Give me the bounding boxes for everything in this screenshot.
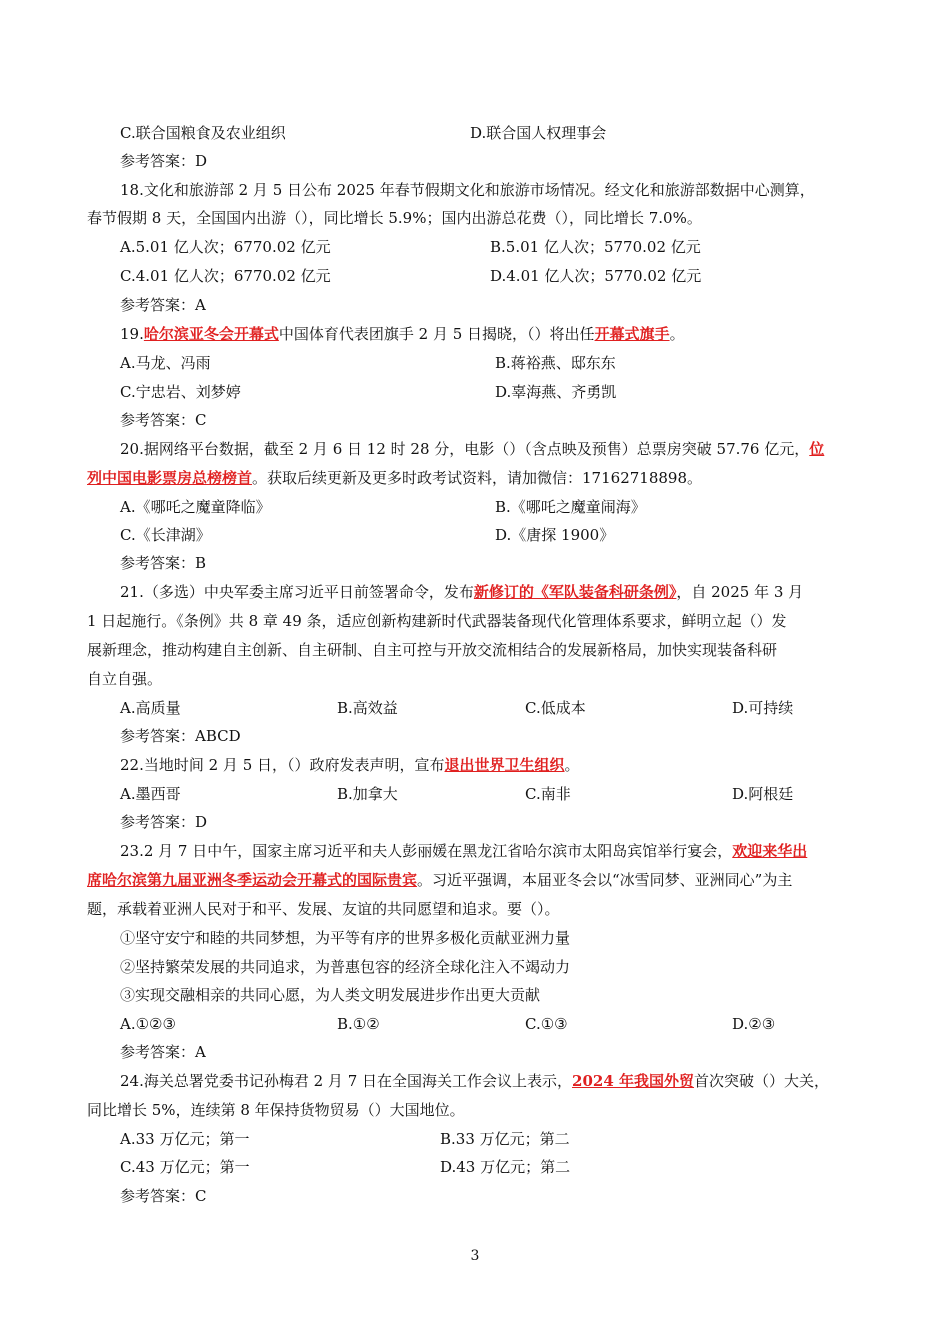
stem-text: 21.（多选）中央军委主席习近平日前签署命令，发布 [120, 583, 474, 601]
answer: 参考答案：B [120, 554, 207, 572]
answer: 参考答案：A [120, 1043, 206, 1061]
question-stem: 18.文化和旅游部 2 月 5 日公布 2025 年春节假期文化和旅游市场情况。经文化和旅游部数据中心测算， [120, 181, 815, 199]
highlight-text: 位 [809, 440, 825, 458]
question-number: 19. [120, 325, 144, 343]
option-d: D.联合国人权理事会 [470, 124, 607, 142]
highlight-text: 席哈尔滨第九届亚洲冬季运动会开幕式的国际贵宾 [87, 871, 418, 889]
option-b: B.蒋裕燕、邸东东 [495, 354, 616, 372]
answer: 参考答案：D [120, 152, 208, 170]
option-c: C.《长津湖》 [120, 526, 211, 544]
option-a: A.33 万亿元；第一 [120, 1130, 250, 1148]
stem-text: 中国体育代表团旗手 2 月 5 日揭晓，（）将出任 [278, 325, 595, 343]
answer: 参考答案：D [120, 813, 208, 831]
option-c: C.①③ [525, 1015, 568, 1033]
statement-item: ②坚持繁荣发展的共同追求，为普惠包容的经济全球化注入不竭动力 [120, 958, 571, 976]
question-stem [120, 324, 685, 344]
stem-text: 20.据网络平台数据，截至 2 月 6 日 12 时 28 分，电影（）（含点映及预售）总票房突破 57.76 亿元， [120, 440, 810, 458]
stem-text: 首次突破（）大关， [694, 1072, 830, 1090]
option-c: C.宁忠岩、刘梦婷 [120, 383, 241, 401]
option-b: B.《哪吒之魔童闹海》 [495, 498, 646, 516]
option-d: D.4.01 亿人次；5770.02 亿元 [490, 267, 702, 285]
highlight-text: 新修订的《军队装备科研条例》 [473, 583, 677, 601]
option-b: B.加拿大 [337, 785, 398, 803]
statement-item: ③实现交融相亲的共同心愿，为人类文明发展进步作出更大贡献 [120, 986, 541, 1004]
highlight-text: 2024 年我国外贸 [572, 1072, 695, 1090]
question-stem: 自立自强。 [87, 670, 163, 688]
option-a: A.①②③ [120, 1015, 176, 1033]
option-c: C.4.01 亿人次；6770.02 亿元 [120, 267, 331, 285]
option-b: B.5.01 亿人次；5770.02 亿元 [490, 238, 701, 256]
question-stem [120, 582, 803, 602]
question-stem: 春节假期 8 天，全国国内出游（），同比增长 5.9%；国内出游总花费（），同比增长 7.0%。 [87, 209, 702, 227]
stem-text: 。习近平强调，本届亚冬会以“冰雪同梦、亚洲同心”为主 [417, 871, 793, 889]
page-number: 3 [470, 1248, 480, 1264]
question-stem: 同比增长 5%，连续第 8 年保持货物贸易（）大国地位。 [87, 1101, 465, 1119]
answer: 参考答案：ABCD [120, 727, 241, 745]
stem-text: 23.2 月 7 日中午，国家主席习近平和夫人彭丽媛在黑龙江省哈尔滨市太阳岛宾馆举行宴会， [120, 842, 733, 860]
highlight-text: 哈尔滨亚冬会开幕式 [143, 325, 279, 343]
option-d: D.《唐探 1900》 [495, 526, 615, 544]
stem-text: 。 [564, 756, 580, 774]
option-a: A.马龙、冯雨 [120, 354, 211, 372]
answer: 参考答案：A [120, 296, 206, 314]
stem-text: 。获取后续更新及更多时政考试资料，请加微信：17162718898。 [252, 469, 702, 487]
highlight-text: 开幕式旗手 [594, 325, 670, 343]
option-b: B.高效益 [337, 699, 398, 717]
statement-item: ①坚守安宁和睦的共同梦想，为平等有序的世界多极化贡献亚洲力量 [120, 929, 571, 947]
highlight-text: 列中国电影票房总榜榜首 [87, 469, 253, 487]
option-a: A.《哪吒之魔童降临》 [120, 498, 271, 516]
option-d: D.辜海燕、齐勇凯 [495, 383, 617, 401]
option-c: C.联合国粮食及农业组织 [120, 124, 286, 142]
option-c: C.43 万亿元；第一 [120, 1158, 250, 1176]
option-a: A.高质量 [120, 699, 181, 717]
option-b: B.①② [337, 1015, 380, 1033]
question-stem [87, 468, 702, 488]
question-stem: 1 日起施行。《条例》共 8 章 49 条，适应创新构建新时代武器装备现代化管理体系要求，鲜明立起（）发 [87, 612, 787, 630]
option-d: D.可持续 [732, 699, 794, 717]
option-b: B.33 万亿元；第二 [440, 1130, 570, 1148]
question-stem [120, 841, 807, 861]
question-stem: 题，承载着亚洲人民对于和平、发展、友谊的共同愿望和追求。要（）。 [87, 900, 560, 918]
question-stem [120, 755, 580, 775]
stem-text: 24.海关总署党委书记孙梅君 2 月 7 日在全国海关工作会议上表示， [120, 1072, 573, 1090]
option-d: D.②③ [732, 1015, 776, 1033]
option-d: D.43 万亿元；第二 [440, 1158, 571, 1176]
question-stem: 展新理念，推动构建自主创新、自主研制、自主可控与开放交流相结合的发展新格局，加快实现装备科研 [87, 641, 778, 659]
highlight-text: 退出世界卫生组织 [444, 756, 565, 774]
question-stem [87, 870, 792, 890]
option-a: A.5.01 亿人次；6770.02 亿元 [120, 238, 331, 256]
question-stem [120, 439, 824, 459]
stem-text: 22.当地时间 2 月 5 日，（）政府发表声明，宣布 [120, 756, 445, 774]
answer: 参考答案：C [120, 1187, 207, 1205]
option-a: A.墨西哥 [120, 785, 181, 803]
option-c: C.低成本 [525, 699, 586, 717]
stem-text: 。 [669, 325, 685, 343]
highlight-text: 欢迎来华出 [732, 842, 808, 860]
option-d: D.阿根廷 [732, 785, 794, 803]
stem-text: ，自 2025 年 3 月 [676, 583, 804, 601]
question-stem [120, 1071, 829, 1091]
answer: 参考答案：C [120, 411, 207, 429]
option-c: C.南非 [525, 785, 571, 803]
